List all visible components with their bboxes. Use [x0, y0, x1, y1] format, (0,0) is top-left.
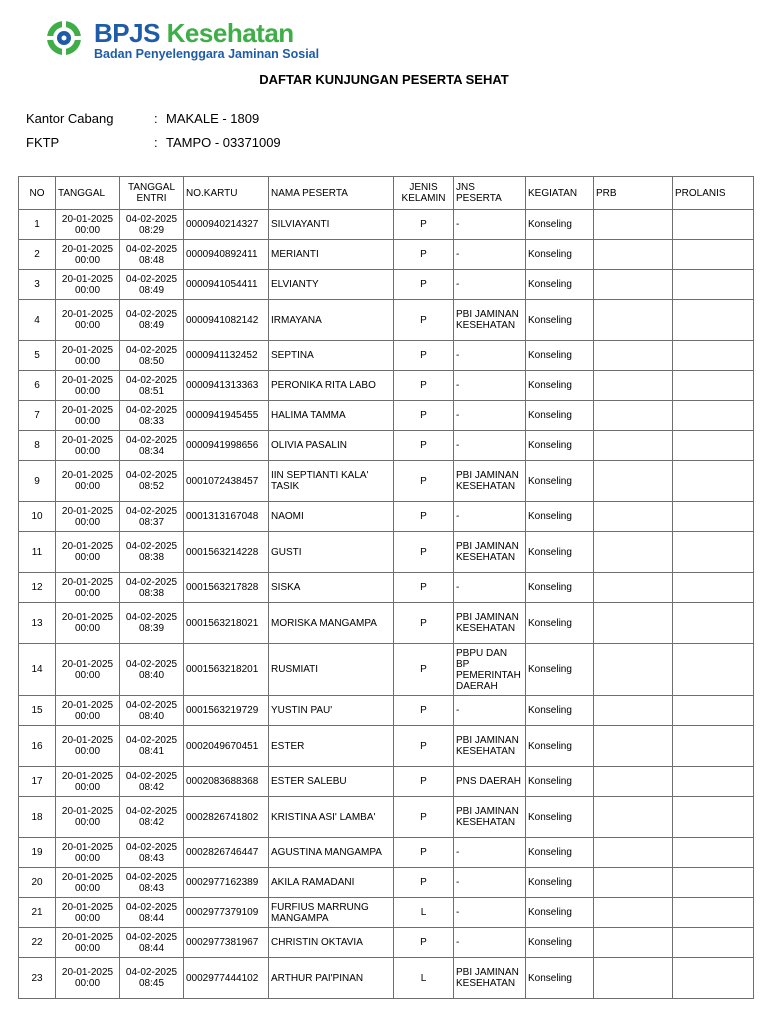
table-row: [19, 928, 754, 958]
cell-nama-peserta: ELVIANTY: [269, 270, 394, 300]
cell-tanggal-entri: 04-02-2025 08:44: [120, 928, 184, 958]
cell-no-kartu: 0000940214327: [184, 210, 269, 240]
col-header-nama-peserta: NAMA PESERTA: [269, 177, 394, 210]
cell-no: 7: [19, 401, 56, 431]
cell-prolanis: [673, 928, 754, 958]
col-header-prolanis: PROLANIS: [673, 177, 754, 210]
cell-tanggal-entri: 04-02-2025 08:51: [120, 371, 184, 401]
cell-kegiatan: Konseling: [526, 958, 594, 999]
cell-jns-peserta: PBI JAMINAN KESEHATAN: [454, 461, 526, 502]
cell-no-kartu: 0001072438457: [184, 461, 269, 502]
logo-subtitle: Badan Penyelenggara Jaminan Sosial: [94, 47, 320, 61]
col-header-kegiatan: KEGIATAN: [526, 177, 594, 210]
table-row: [19, 270, 754, 300]
cell-jenis-kelamin: P: [394, 603, 454, 644]
cell-prolanis: [673, 401, 754, 431]
table-row: [19, 767, 754, 797]
cell-tanggal: 20-01-2025 00:00: [56, 300, 120, 341]
cell-jns-peserta: -: [454, 431, 526, 461]
cell-no-kartu: 0001313167048: [184, 502, 269, 532]
cell-jns-peserta: -: [454, 928, 526, 958]
cell-no-kartu: 0001563219729: [184, 696, 269, 726]
cell-no-kartu: 0000941945455: [184, 401, 269, 431]
cell-nama-peserta: RUSMIATI: [269, 644, 394, 696]
cell-jns-peserta: PNS DAERAH: [454, 767, 526, 797]
cell-jenis-kelamin: P: [394, 868, 454, 898]
cell-prb: [594, 928, 673, 958]
cell-jns-peserta: -: [454, 838, 526, 868]
cell-prb: [594, 958, 673, 999]
cell-no-kartu: 0002049670451: [184, 726, 269, 767]
cell-jenis-kelamin: P: [394, 532, 454, 573]
cell-nama-peserta: PERONIKA RITA LABO: [269, 371, 394, 401]
cell-prb: [594, 797, 673, 838]
cell-kegiatan: Konseling: [526, 401, 594, 431]
cell-jns-peserta: -: [454, 270, 526, 300]
cell-jenis-kelamin: P: [394, 270, 454, 300]
cell-nama-peserta: IIN SEPTIANTI KALA' TASIK: [269, 461, 394, 502]
cell-tanggal-entri: 04-02-2025 08:43: [120, 868, 184, 898]
cell-prb: [594, 767, 673, 797]
bpjs-logo-icon: [46, 20, 82, 56]
cell-kegiatan: Konseling: [526, 644, 594, 696]
col-header-tanggal-entri: TANGGAL ENTRI: [120, 177, 184, 210]
cell-jns-peserta: -: [454, 696, 526, 726]
cell-jenis-kelamin: P: [394, 797, 454, 838]
cell-prolanis: [673, 341, 754, 371]
cell-tanggal: 20-01-2025 00:00: [56, 696, 120, 726]
cell-prb: [594, 371, 673, 401]
table-row: [19, 431, 754, 461]
cell-tanggal-entri: 04-02-2025 08:44: [120, 898, 184, 928]
cell-tanggal: 20-01-2025 00:00: [56, 797, 120, 838]
cell-nama-peserta: GUSTI: [269, 532, 394, 573]
col-header-jenis-kelamin: JENIS KELAMIN: [394, 177, 454, 210]
kantor-cabang-row: [26, 111, 259, 126]
table-row: [19, 644, 754, 696]
cell-prolanis: [673, 300, 754, 341]
cell-kegiatan: Konseling: [526, 573, 594, 603]
fktp-value: TAMPO - 03371009: [166, 135, 281, 150]
cell-kegiatan: Konseling: [526, 603, 594, 644]
cell-jns-peserta: PBI JAMINAN KESEHATAN: [454, 300, 526, 341]
cell-no: 13: [19, 603, 56, 644]
cell-no: 14: [19, 644, 56, 696]
cell-nama-peserta: IRMAYANA: [269, 300, 394, 341]
cell-jenis-kelamin: P: [394, 300, 454, 341]
cell-jenis-kelamin: P: [394, 210, 454, 240]
cell-prolanis: [673, 573, 754, 603]
cell-no: 21: [19, 898, 56, 928]
cell-nama-peserta: FURFIUS MARRUNG MANGAMPA: [269, 898, 394, 928]
cell-nama-peserta: MERIANTI: [269, 240, 394, 270]
cell-jns-peserta: -: [454, 401, 526, 431]
table-row: [19, 696, 754, 726]
cell-tanggal: 20-01-2025 00:00: [56, 898, 120, 928]
page-title: DAFTAR KUNJUNGAN PESERTA SEHAT: [259, 72, 509, 87]
cell-no: 8: [19, 431, 56, 461]
cell-no: 15: [19, 696, 56, 726]
cell-no: 11: [19, 532, 56, 573]
cell-kegiatan: Konseling: [526, 210, 594, 240]
cell-prb: [594, 898, 673, 928]
cell-tanggal-entri: 04-02-2025 08:29: [120, 210, 184, 240]
cell-nama-peserta: CHRISTIN OKTAVIA: [269, 928, 394, 958]
cell-tanggal: 20-01-2025 00:00: [56, 401, 120, 431]
cell-jenis-kelamin: P: [394, 371, 454, 401]
cell-prb: [594, 341, 673, 371]
cell-kegiatan: Konseling: [526, 696, 594, 726]
cell-prb: [594, 726, 673, 767]
cell-nama-peserta: NAOMI: [269, 502, 394, 532]
cell-nama-peserta: SILVIAYANTI: [269, 210, 394, 240]
cell-jns-peserta: -: [454, 240, 526, 270]
cell-no-kartu: 0000941082142: [184, 300, 269, 341]
table-row: [19, 300, 754, 341]
cell-no-kartu: 0002977162389: [184, 868, 269, 898]
cell-jenis-kelamin: P: [394, 726, 454, 767]
cell-kegiatan: Konseling: [526, 726, 594, 767]
cell-tanggal-entri: 04-02-2025 08:40: [120, 644, 184, 696]
cell-tanggal-entri: 04-02-2025 08:33: [120, 401, 184, 431]
cell-tanggal: 20-01-2025 00:00: [56, 644, 120, 696]
col-header-jns-peserta: JNS PESERTA: [454, 177, 526, 210]
cell-jns-peserta: -: [454, 341, 526, 371]
kantor-cabang-value: MAKALE - 1809: [166, 111, 260, 126]
table-row: [19, 726, 754, 767]
cell-tanggal: 20-01-2025 00:00: [56, 270, 120, 300]
cell-no-kartu: 0002083688368: [184, 767, 269, 797]
cell-tanggal: 20-01-2025 00:00: [56, 210, 120, 240]
cell-no: 6: [19, 371, 56, 401]
cell-kegiatan: Konseling: [526, 300, 594, 341]
cell-no-kartu: 0000940892411: [184, 240, 269, 270]
cell-nama-peserta: OLIVIA PASALIN: [269, 431, 394, 461]
cell-jenis-kelamin: P: [394, 928, 454, 958]
cell-no: 5: [19, 341, 56, 371]
cell-tanggal-entri: 04-02-2025 08:42: [120, 797, 184, 838]
fktp-separator: :: [154, 135, 158, 150]
cell-prolanis: [673, 431, 754, 461]
cell-jns-peserta: PBI JAMINAN KESEHATAN: [454, 726, 526, 767]
cell-jns-peserta: -: [454, 898, 526, 928]
cell-jns-peserta: PBI JAMINAN KESEHATAN: [454, 603, 526, 644]
cell-jns-peserta: PBI JAMINAN KESEHATAN: [454, 797, 526, 838]
cell-prb: [594, 431, 673, 461]
kunjungan-table: [18, 176, 754, 999]
cell-kegiatan: Konseling: [526, 868, 594, 898]
cell-prolanis: [673, 532, 754, 573]
table-row: [19, 210, 754, 240]
cell-no-kartu: 0002826746447: [184, 838, 269, 868]
cell-prb: [594, 644, 673, 696]
cell-tanggal-entri: 04-02-2025 08:34: [120, 431, 184, 461]
cell-jenis-kelamin: P: [394, 644, 454, 696]
cell-tanggal: 20-01-2025 00:00: [56, 767, 120, 797]
cell-jns-peserta: -: [454, 371, 526, 401]
cell-tanggal-entri: 04-02-2025 08:43: [120, 838, 184, 868]
cell-jns-peserta: PBPU DAN BP PEMERINTAH DAERAH: [454, 644, 526, 696]
cell-no: 18: [19, 797, 56, 838]
cell-kegiatan: Konseling: [526, 928, 594, 958]
cell-nama-peserta: SEPTINA: [269, 341, 394, 371]
cell-tanggal-entri: 04-02-2025 08:49: [120, 300, 184, 341]
cell-prb: [594, 838, 673, 868]
cell-tanggal-entri: 04-02-2025 08:48: [120, 240, 184, 270]
cell-jenis-kelamin: P: [394, 502, 454, 532]
cell-kegiatan: Konseling: [526, 461, 594, 502]
col-header-prb: PRB: [594, 177, 673, 210]
cell-jenis-kelamin: P: [394, 696, 454, 726]
table-row: [19, 868, 754, 898]
col-header-no-kartu: NO.KARTU: [184, 177, 269, 210]
cell-no: 17: [19, 767, 56, 797]
cell-no: 23: [19, 958, 56, 999]
cell-prb: [594, 210, 673, 240]
table-row: [19, 461, 754, 502]
cell-no-kartu: 0002977379109: [184, 898, 269, 928]
cell-no-kartu: 0001563218201: [184, 644, 269, 696]
cell-kegiatan: Konseling: [526, 767, 594, 797]
cell-tanggal: 20-01-2025 00:00: [56, 431, 120, 461]
cell-jenis-kelamin: L: [394, 898, 454, 928]
cell-tanggal: 20-01-2025 00:00: [56, 603, 120, 644]
cell-prolanis: [673, 868, 754, 898]
table-row: [19, 240, 754, 270]
cell-tanggal: 20-01-2025 00:00: [56, 371, 120, 401]
cell-prb: [594, 270, 673, 300]
cell-no-kartu: 0000941313363: [184, 371, 269, 401]
cell-prb: [594, 300, 673, 341]
cell-kegiatan: Konseling: [526, 341, 594, 371]
cell-jns-peserta: PBI JAMINAN KESEHATAN: [454, 958, 526, 999]
logo-brand: [94, 20, 319, 46]
cell-no-kartu: 0001563217828: [184, 573, 269, 603]
cell-kegiatan: Konseling: [526, 431, 594, 461]
cell-tanggal: 20-01-2025 00:00: [56, 868, 120, 898]
cell-prolanis: [673, 696, 754, 726]
cell-prolanis: [673, 898, 754, 928]
cell-nama-peserta: KRISTINA ASI' LAMBA': [269, 797, 394, 838]
col-header-tanggal: TANGGAL: [56, 177, 120, 210]
table-row: [19, 838, 754, 868]
table-header-row: [19, 177, 754, 210]
cell-tanggal: 20-01-2025 00:00: [56, 532, 120, 573]
cell-prb: [594, 502, 673, 532]
cell-jenis-kelamin: L: [394, 958, 454, 999]
cell-prb: [594, 868, 673, 898]
cell-no: 4: [19, 300, 56, 341]
table-row: [19, 502, 754, 532]
cell-no: 9: [19, 461, 56, 502]
cell-no-kartu: 0000941054411: [184, 270, 269, 300]
cell-no: 1: [19, 210, 56, 240]
logo-brand-main: BPJS: [94, 18, 160, 48]
cell-tanggal: 20-01-2025 00:00: [56, 958, 120, 999]
cell-no-kartu: 0002977444102: [184, 958, 269, 999]
cell-prolanis: [673, 603, 754, 644]
cell-nama-peserta: SISKA: [269, 573, 394, 603]
cell-no: 16: [19, 726, 56, 767]
cell-nama-peserta: YUSTIN PAU': [269, 696, 394, 726]
cell-tanggal-entri: 04-02-2025 08:40: [120, 696, 184, 726]
cell-prolanis: [673, 838, 754, 868]
cell-no-kartu: 0000941132452: [184, 341, 269, 371]
cell-prb: [594, 532, 673, 573]
cell-tanggal: 20-01-2025 00:00: [56, 573, 120, 603]
cell-no-kartu: 0001563214228: [184, 532, 269, 573]
cell-prb: [594, 401, 673, 431]
cell-jns-peserta: -: [454, 210, 526, 240]
cell-prolanis: [673, 797, 754, 838]
cell-nama-peserta: ARTHUR PAI'PINAN: [269, 958, 394, 999]
cell-no: 3: [19, 270, 56, 300]
fktp-label: FKTP: [26, 135, 60, 150]
cell-no: 12: [19, 573, 56, 603]
cell-tanggal: 20-01-2025 00:00: [56, 341, 120, 371]
cell-kegiatan: Konseling: [526, 240, 594, 270]
col-header-no: NO: [19, 177, 56, 210]
cell-no-kartu: 0002977381967: [184, 928, 269, 958]
cell-prolanis: [673, 958, 754, 999]
cell-no: 22: [19, 928, 56, 958]
cell-no-kartu: 0001563218021: [184, 603, 269, 644]
cell-prolanis: [673, 270, 754, 300]
cell-tanggal-entri: 04-02-2025 08:37: [120, 502, 184, 532]
cell-nama-peserta: AKILA RAMADANI: [269, 868, 394, 898]
cell-prolanis: [673, 461, 754, 502]
cell-jenis-kelamin: P: [394, 431, 454, 461]
cell-prolanis: [673, 726, 754, 767]
cell-tanggal: 20-01-2025 00:00: [56, 928, 120, 958]
cell-jenis-kelamin: P: [394, 767, 454, 797]
table-row: [19, 341, 754, 371]
kantor-cabang-label: Kantor Cabang: [26, 111, 114, 126]
cell-kegiatan: Konseling: [526, 838, 594, 868]
cell-jns-peserta: -: [454, 502, 526, 532]
cell-jenis-kelamin: P: [394, 573, 454, 603]
cell-prolanis: [673, 371, 754, 401]
cell-jenis-kelamin: P: [394, 838, 454, 868]
cell-no-kartu: 0000941998656: [184, 431, 269, 461]
cell-prolanis: [673, 767, 754, 797]
cell-tanggal-entri: 04-02-2025 08:49: [120, 270, 184, 300]
cell-jenis-kelamin: P: [394, 401, 454, 431]
cell-nama-peserta: MORISKA MANGAMPA: [269, 603, 394, 644]
cell-prb: [594, 240, 673, 270]
bpjs-logo: [46, 20, 319, 61]
cell-jenis-kelamin: P: [394, 240, 454, 270]
cell-no: 19: [19, 838, 56, 868]
table-row: [19, 797, 754, 838]
table-row: [19, 371, 754, 401]
cell-tanggal-entri: 04-02-2025 08:42: [120, 767, 184, 797]
table-row: [19, 958, 754, 999]
cell-nama-peserta: ESTER SALEBU: [269, 767, 394, 797]
cell-tanggal-entri: 04-02-2025 08:45: [120, 958, 184, 999]
cell-tanggal-entri: 04-02-2025 08:39: [120, 603, 184, 644]
cell-tanggal: 20-01-2025 00:00: [56, 240, 120, 270]
cell-prb: [594, 573, 673, 603]
cell-kegiatan: Konseling: [526, 797, 594, 838]
cell-tanggal: 20-01-2025 00:00: [56, 502, 120, 532]
cell-tanggal-entri: 04-02-2025 08:50: [120, 341, 184, 371]
cell-prolanis: [673, 240, 754, 270]
cell-jenis-kelamin: P: [394, 461, 454, 502]
table-row: [19, 603, 754, 644]
cell-jenis-kelamin: P: [394, 341, 454, 371]
fktp-row: [26, 135, 281, 150]
cell-tanggal: 20-01-2025 00:00: [56, 726, 120, 767]
cell-jns-peserta: -: [454, 573, 526, 603]
cell-tanggal: 20-01-2025 00:00: [56, 461, 120, 502]
cell-tanggal-entri: 04-02-2025 08:38: [120, 532, 184, 573]
cell-kegiatan: Konseling: [526, 270, 594, 300]
cell-tanggal-entri: 04-02-2025 08:38: [120, 573, 184, 603]
cell-tanggal: 20-01-2025 00:00: [56, 838, 120, 868]
cell-no: 10: [19, 502, 56, 532]
cell-kegiatan: Konseling: [526, 502, 594, 532]
logo-brand-accent: Kesehatan: [166, 18, 294, 48]
cell-no: 2: [19, 240, 56, 270]
table-row: [19, 401, 754, 431]
cell-prb: [594, 461, 673, 502]
table-row: [19, 573, 754, 603]
cell-tanggal-entri: 04-02-2025 08:41: [120, 726, 184, 767]
cell-prolanis: [673, 644, 754, 696]
cell-kegiatan: Konseling: [526, 898, 594, 928]
cell-nama-peserta: HALIMA TAMMA: [269, 401, 394, 431]
cell-kegiatan: Konseling: [526, 371, 594, 401]
cell-nama-peserta: AGUSTINA MANGAMPA: [269, 838, 394, 868]
cell-no: 20: [19, 868, 56, 898]
cell-prb: [594, 696, 673, 726]
cell-nama-peserta: ESTER: [269, 726, 394, 767]
cell-prolanis: [673, 502, 754, 532]
table-row: [19, 532, 754, 573]
cell-jns-peserta: PBI JAMINAN KESEHATAN: [454, 532, 526, 573]
kantor-separator: :: [154, 111, 158, 126]
cell-prb: [594, 603, 673, 644]
cell-no-kartu: 0002826741802: [184, 797, 269, 838]
cell-prolanis: [673, 210, 754, 240]
cell-kegiatan: Konseling: [526, 532, 594, 573]
cell-jns-peserta: -: [454, 868, 526, 898]
table-row: [19, 898, 754, 928]
cell-tanggal-entri: 04-02-2025 08:52: [120, 461, 184, 502]
